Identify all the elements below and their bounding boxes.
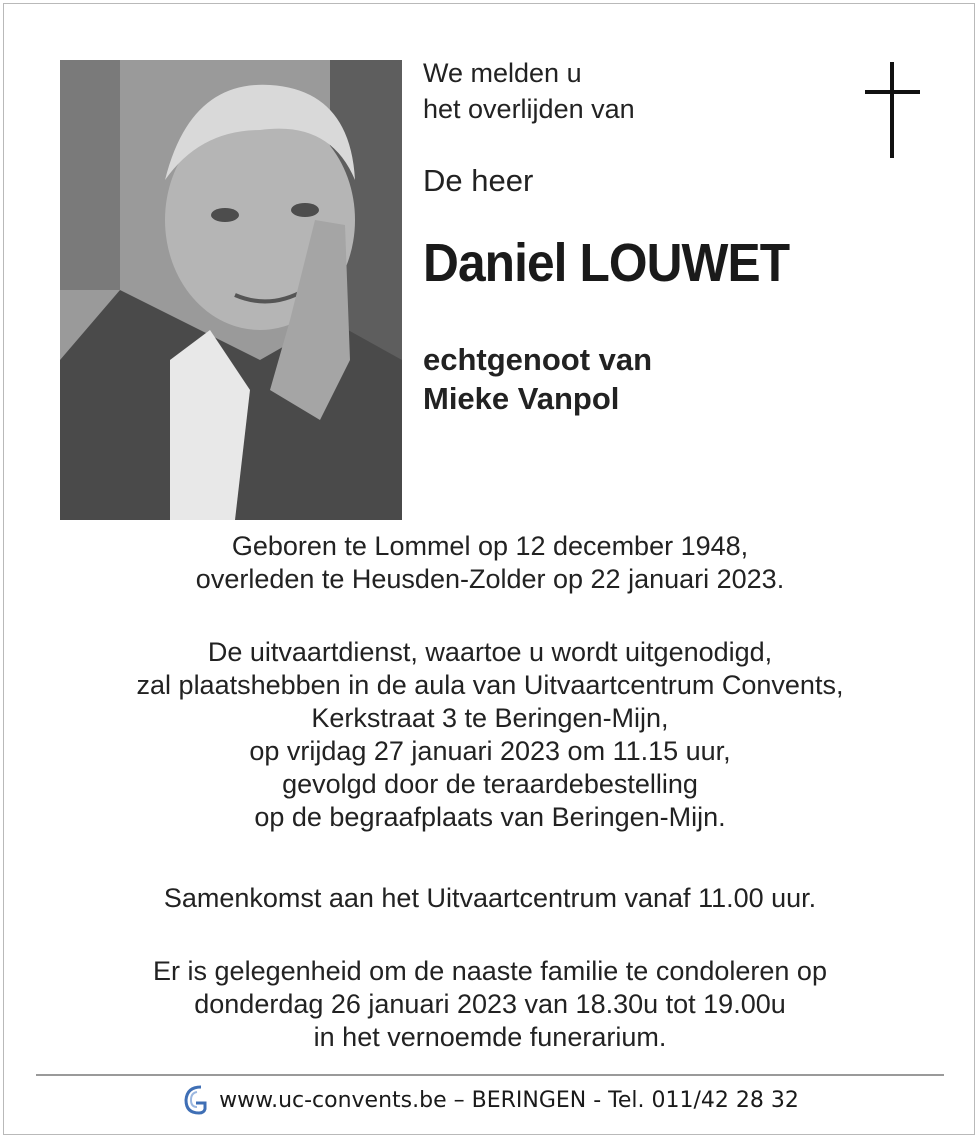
spouse-info [423,340,652,418]
portrait-photo [60,60,402,520]
intro-text [423,55,635,127]
text-line: op de begraafplaats van Beringen-Mijn. [254,802,726,832]
text-line: Kerkstraat 3 te Beringen-Mijn, [311,703,669,733]
text-line: donderdag 26 januari 2023 van 18.30u tot 19.00u [194,989,786,1019]
text-line: op vrijdag 27 januari 2023 om 11.15 uur, [249,736,731,766]
footer-divider [36,1074,944,1076]
intro-line-1: We melden u [423,58,582,88]
deceased-name: Daniel LOUWET [423,233,790,293]
spouse-line-1: echtgenoot van [423,342,653,377]
text-line: zal plaatshebben in de aula van Uitvaartcentrum Convents, [136,670,844,700]
text-line: Geboren te Lommel op 12 december 1948, [231,531,749,561]
text-line: gevolgd door de teraardebestelling [282,769,698,799]
gathering-paragraph [40,882,940,915]
text-line: overleden te Heusden-Zolder op 22 januari 2023. [195,564,785,594]
portrait-illustration [60,60,402,520]
text-line: Samenkomst aan het Uitvaartcentrum vanaf 11.00 uur. [163,883,817,913]
birth-death-paragraph [40,530,940,596]
salutation: De heer [423,163,534,198]
condolences-paragraph [40,955,940,1054]
intro-line-2: het overlijden van [423,94,635,124]
text-line: De uitvaartdienst, waartoe u wordt uitgenodigd, [207,637,773,667]
footer [0,1082,980,1118]
cross-icon [862,62,922,165]
convents-logo-icon [181,1083,207,1117]
text-line: Er is gelegenheid om de naaste familie te condoleren op [153,956,827,986]
text-line: in het vernoemde funerarium. [313,1022,667,1052]
footer-contact-text: www.uc-convents.be – BERINGEN - Tel. 011/42 28 32 [219,1087,799,1113]
service-paragraph [40,636,940,834]
spouse-line-2: Mieke Vanpol [423,381,620,416]
